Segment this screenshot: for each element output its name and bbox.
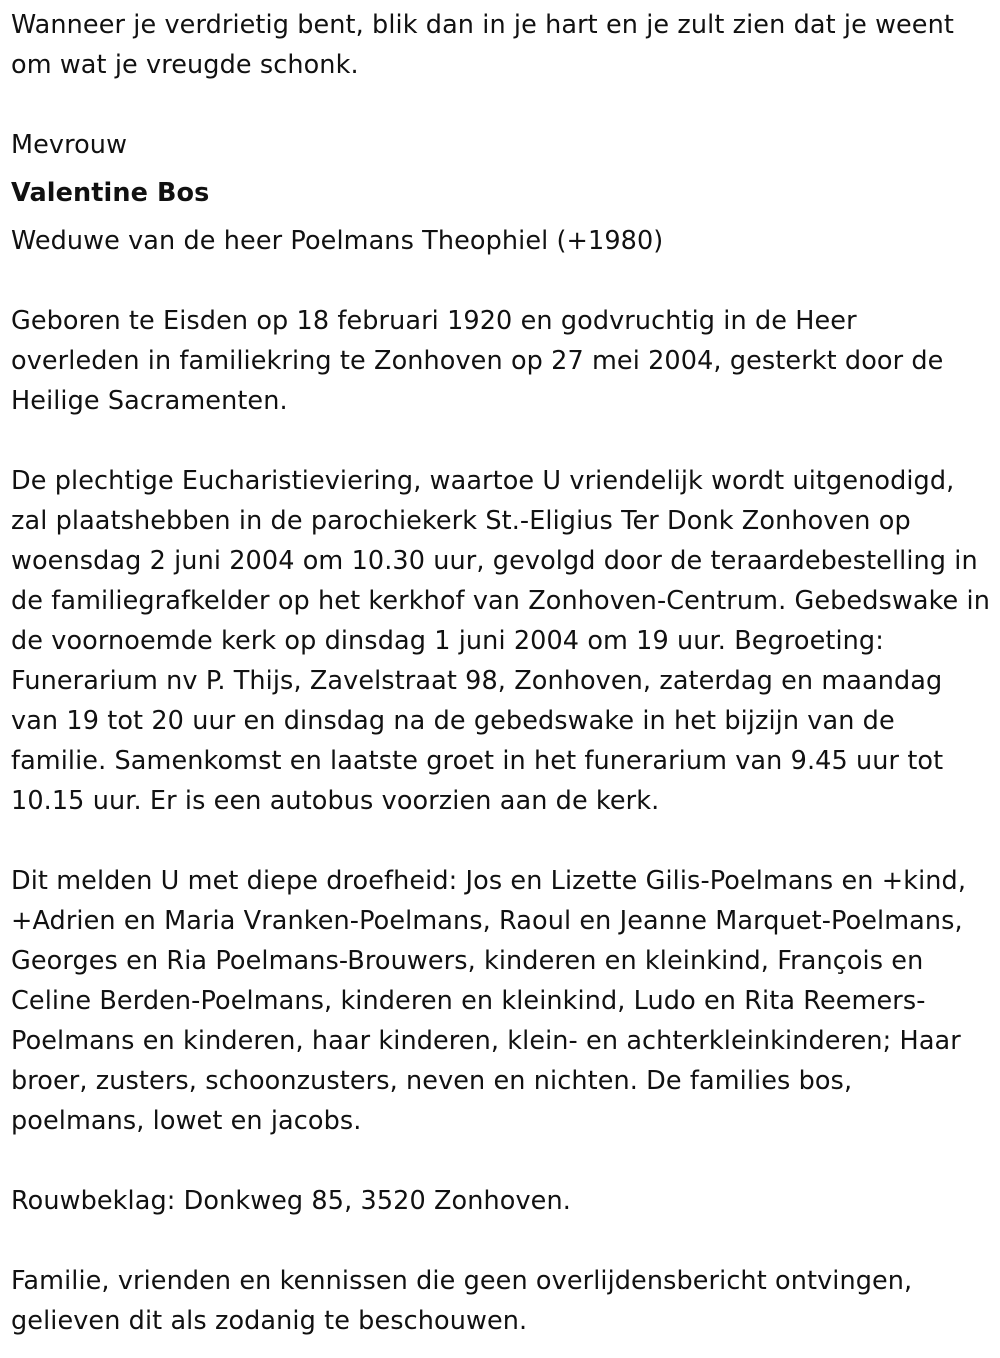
closing-note: Familie, vrienden en kennissen die geen overlijdensbericht ontvingen, gelieven dit als zodanig te beschouwen. xyxy=(11,1266,913,1336)
spouse-line: Weduwe van de heer Poelmans Theophiel (+1980) xyxy=(11,226,664,256)
motto-text: Wanneer je verdrietig bent, blik dan in je hart en je zult zien dat je weent om wat je vreugde schonk. xyxy=(11,10,954,80)
family-paragraph: Dit melden U met diepe droefheid: Jos en Lizette Gilis-Poelmans en +kind, +Adrien en Maria Vranken-Poelmans, Raoul en Jeanne Marquet-Poelmans, Georges en Ria Poelmans-Brouwers, kinderen en kleinkind, François en Celine Berden-Poelmans, kinderen en kleinkind, Ludo en Rita Reemers-Poelmans en kinderen, haar kinderen, klein- en achterkleinkinderen; Haar broer, zusters, schoonzusters, neven en nichten. De families bos, poelmans, lowet en jacobs. xyxy=(11,866,967,1136)
salutation-text: Mevrouw xyxy=(11,130,128,160)
ceremony-paragraph: De plechtige Eucharistieviering, waartoe U vriendelijk wordt uitgenodigd, zal plaatshebben in de parochiekerk St.-Eligius Ter Donk Zonhoven op woensdag 2 juni 2004 om 10.30 uur, gevolgd door de teraardebestelling in de familiegrafkelder op het kerkhof van Zonhoven-Centrum. Gebedswake in de voornoemde kerk op dinsdag 1 juni 2004 om 19 uur. Begroeting: Funerarium nv P. Thijs, Zavelstraat 98, Zonhoven, zaterdag en maandag van 19 tot 20 uur en dinsdag na de gebedswake in het bijzijn van de familie. Samenkomst en laatste groet in het funerarium van 9.45 uur tot 10.15 uur. Er is een autobus voorzien aan de kerk. xyxy=(11,466,990,816)
condolence-address: Rouwbeklag: Donkweg 85, 3520 Zonhoven. xyxy=(11,1186,571,1216)
birth-death-paragraph: Geboren te Eisden op 18 februari 1920 en godvruchtig in de Heer overleden in familiekring te Zonhoven op 27 mei 2004, gesterkt door de Heilige Sacramenten. xyxy=(11,306,944,416)
deceased-name: Valentine Bos xyxy=(11,178,210,208)
